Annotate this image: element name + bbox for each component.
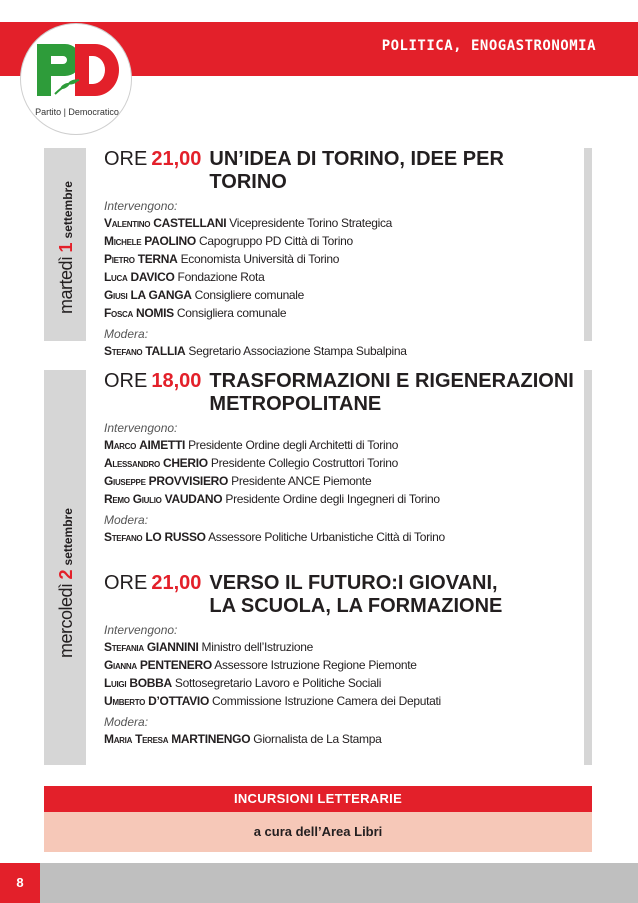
speaker: Gianna PENTENERO Assessore Istruzione Regione Piemonte [104,658,417,672]
modera-label: Modera: [104,715,149,729]
event [104,370,574,546]
logo-caption: Partito | Democratico [35,107,119,117]
pd-logo-mark [35,42,121,98]
speaker: Michele PAOLINO Capogruppo PD Città di Torino [104,234,353,248]
intervengono-label: Intervengono: [104,421,178,435]
page-number: 8 [0,863,40,903]
speaker: Giuseppe PROVVISIERO Presidente ANCE Piemonte [104,474,372,488]
footer-bar [0,863,638,903]
speaker: Giusi LA GANGA Consigliere comunale [104,288,305,302]
moderator: Stefano LO RUSSO Assessore Politiche Urbanistiche Città di Torino [104,530,445,544]
day-column [44,370,86,765]
day-label: mercoledì2settembre [56,508,76,658]
day-section-2 [44,370,592,765]
intervengono-label: Intervengono: [104,623,178,637]
speaker: Umberto D’OTTAVIO Commissione Istruzione Camera dei Deputati [104,694,441,708]
speaker: Remo Giulio VAUDANO Presidente Ordine degli Ingegneri di Torino [104,492,440,506]
event-title: ORE 18,00 TRASFORMAZIONI E RIGENERAZIONI METROPOLITANE [104,370,574,415]
event [104,148,574,360]
right-bar [584,148,592,341]
event-title: ORE 21,00 UN’IDEA DI TORINO, IDEE PER TORINO [104,148,504,193]
day-column [44,148,86,341]
modera-label: Modera: [104,513,149,527]
speaker: Valentino CASTELLANI Vicepresidente Torino Strategica [104,216,393,230]
speaker: Luca DAVICO Fondazione Rota [104,270,265,284]
incursioni-subtitle: a cura dell’Area Libri [44,812,592,852]
speaker: Alessandro CHERIO Presidente Collegio Costruttori Torino [104,456,399,470]
speaker: Fosca NOMIS Consigliera comunale [104,306,287,320]
incursioni-title: INCURSIONI LETTERARIE [44,786,592,812]
event-title: ORE 21,00 VERSO IL FUTURO:I GIOVANI, LA SCUOLA, LA FORMAZIONE [104,572,503,617]
speaker: Marco AIMETTI Presidente Ordine degli Architetti di Torino [104,438,399,452]
header-category: POLITICA, ENOGASTRONOMIA [381,38,596,54]
speaker: Luigi BOBBA Sottosegretario Lavoro e Politiche Sociali [104,676,382,690]
moderator: Stefano TALLIA Segretario Associazione Stampa Subalpina [104,344,407,358]
right-bar [584,370,592,765]
moderator: Maria Teresa MARTINENGO Giornalista de La Stampa [104,732,382,746]
day-section-1 [44,148,592,358]
speaker: Pietro TERNA Economista Università di Torino [104,252,340,266]
event [104,572,574,748]
modera-label: Modera: [104,327,149,341]
pd-logo [20,23,132,135]
intervengono-label: Intervengono: [104,199,178,213]
speaker: Stefania GIANNINI Ministro dell’Istruzione [104,640,314,654]
day-label: martedì1settembre [56,181,76,314]
